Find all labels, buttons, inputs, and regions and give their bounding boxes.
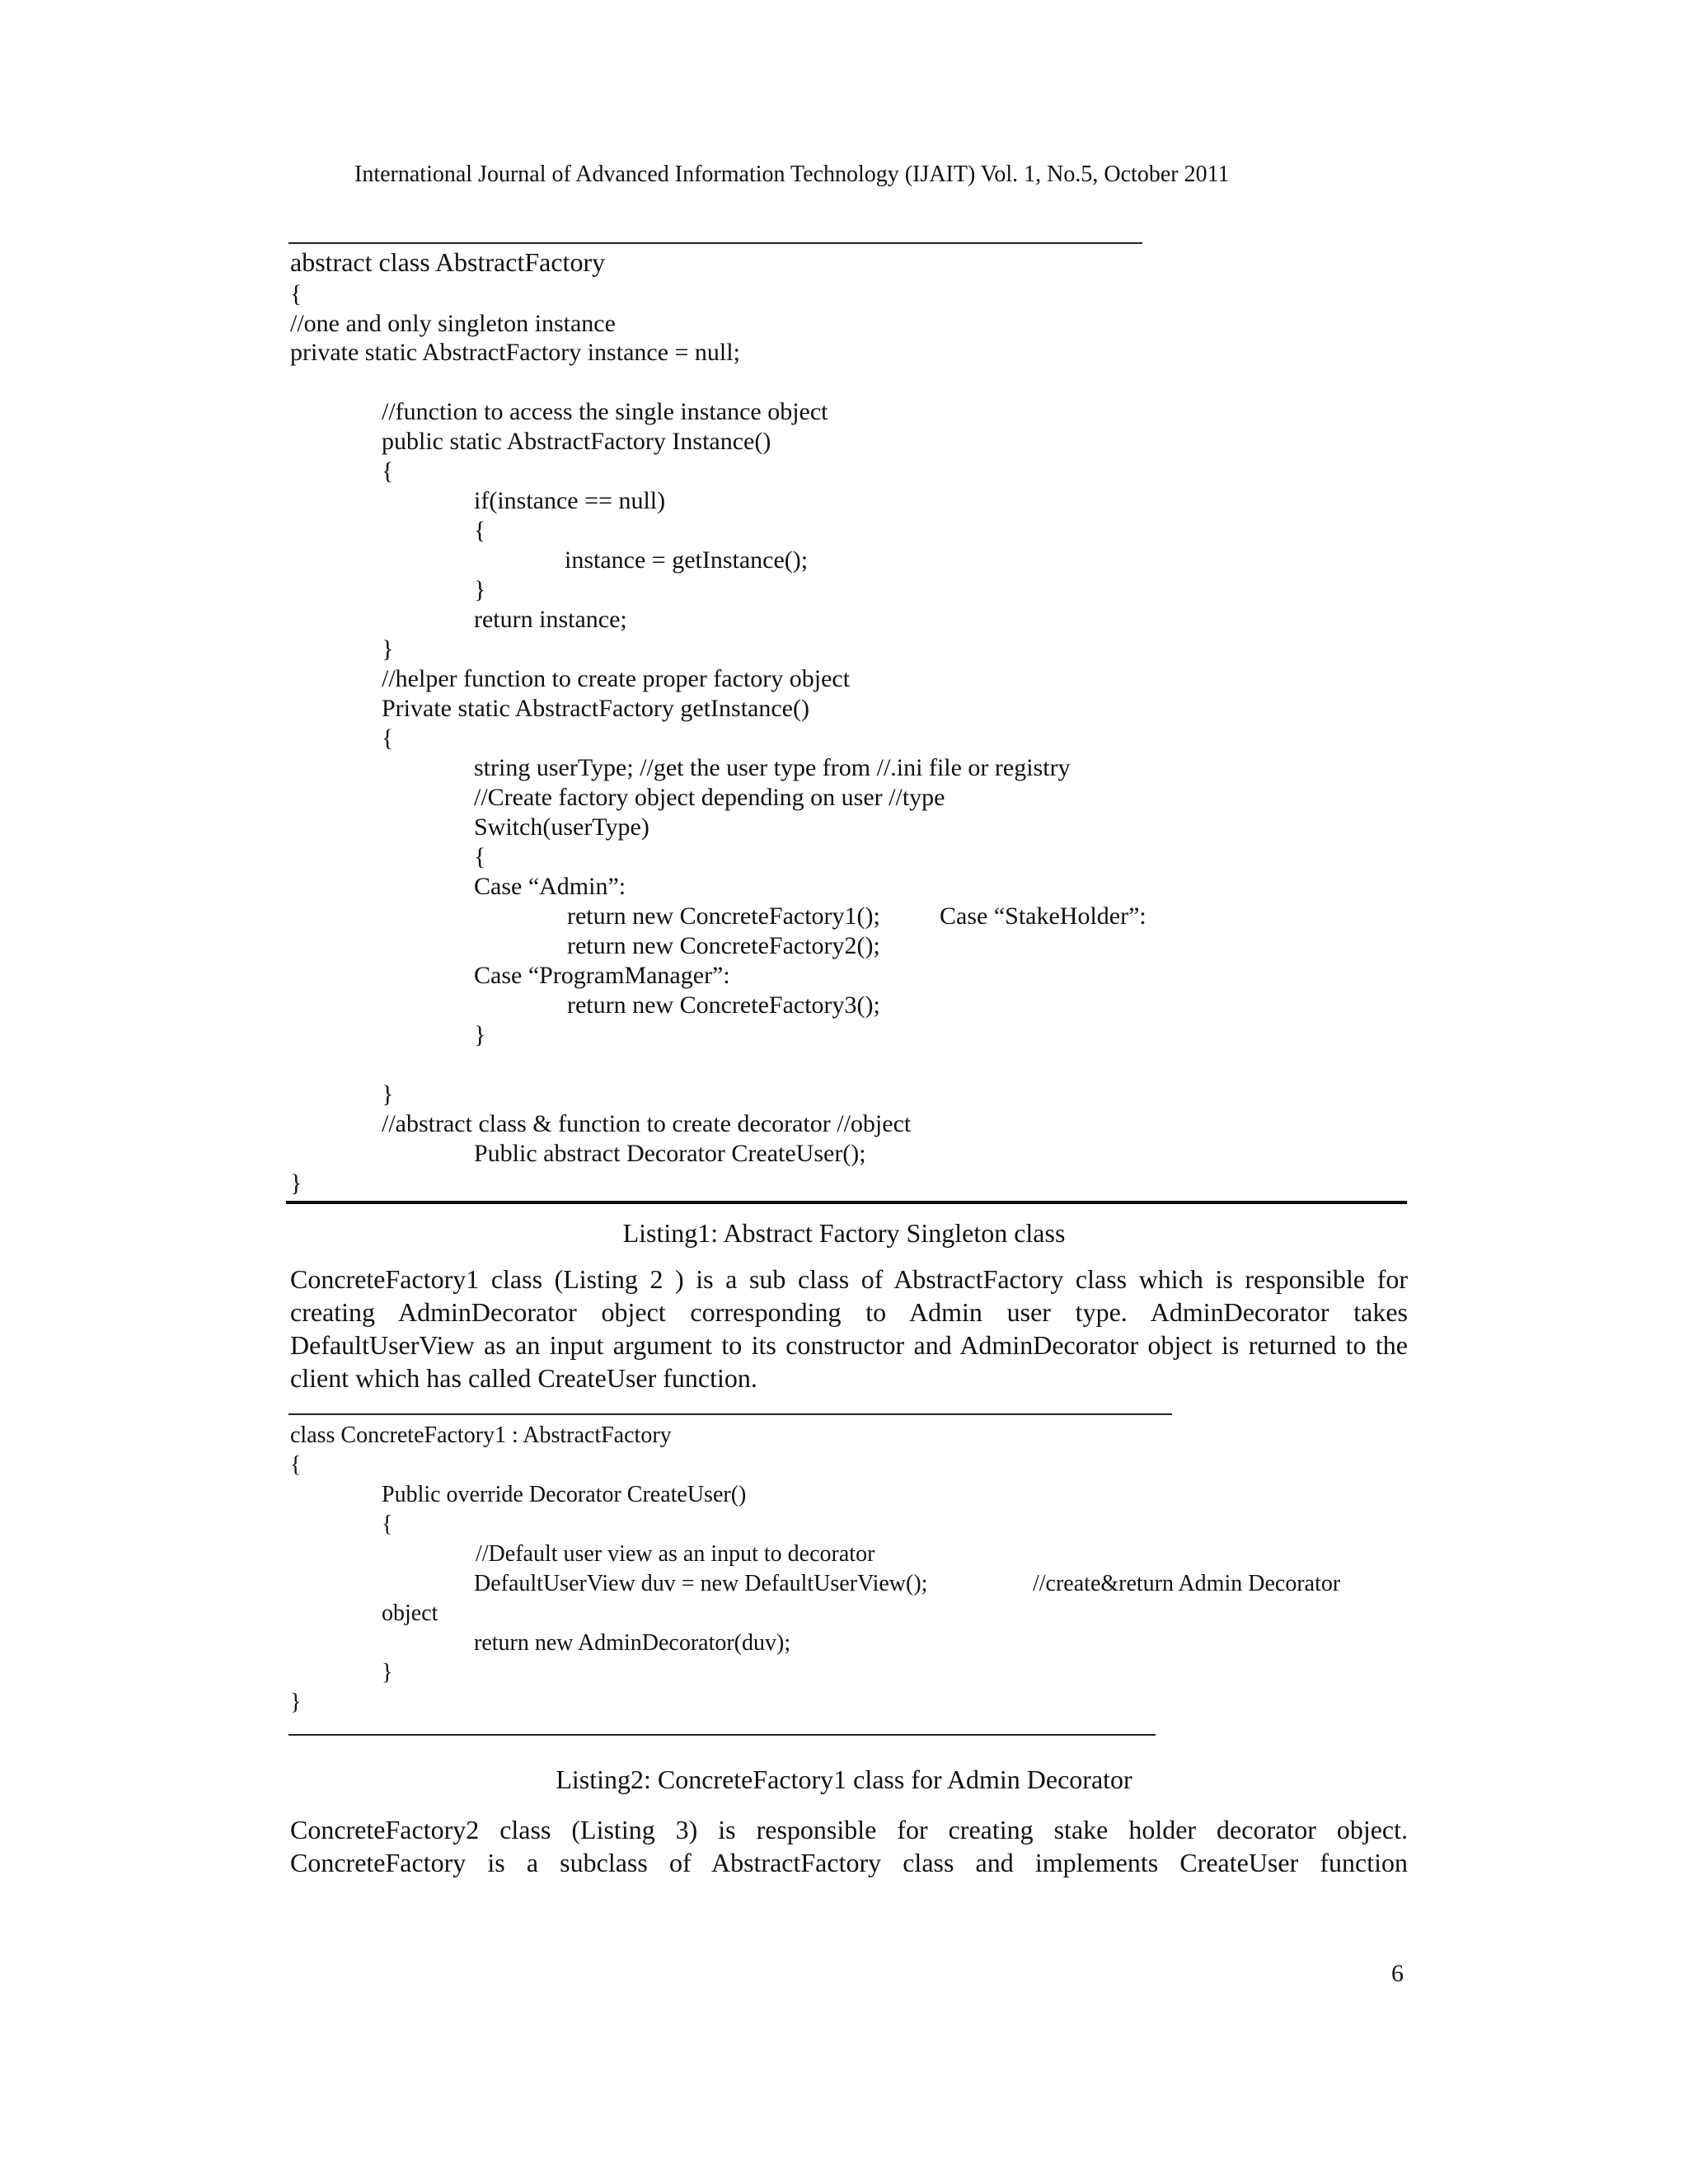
code-line: //helper function to create proper factory object [382, 665, 851, 692]
code-line: } [290, 1690, 302, 1715]
code-line: //Default user view as an input to decorator [476, 1541, 875, 1567]
listing2-top-rule [288, 1413, 1172, 1415]
code-line: object [382, 1601, 438, 1626]
code-line: { [382, 457, 394, 485]
running-header: International Journal of Advanced Information Technology (IJAIT) Vol. 1, No.5, October 2011 [354, 162, 1230, 187]
code-line: return new ConcreteFactory3(); [567, 991, 880, 1019]
code-line: //abstract class & function to create decorator //object [382, 1110, 912, 1137]
code-line: class ConcreteFactory1 : AbstractFactory [290, 1422, 672, 1448]
code-line: } [382, 635, 394, 663]
code-line: { [382, 724, 394, 752]
body-paragraph: ConcreteFactory1 class (Listing 2 ) is a sub class of AbstractFactory class which is responsible for creating AdminDecorator object corresponding to Admin user type. AdminDecorator takes DefaultUserView as an input argument to its constructor and AdminDecorator object is returned to the client which has called CreateUser function. [290, 1264, 1408, 1393]
code-line: Public override Decorator CreateUser() [382, 1482, 747, 1507]
code-line: { [474, 517, 486, 544]
code-line: Case “ProgramManager”: [474, 962, 730, 989]
code-line: } [382, 1660, 393, 1685]
code-line: } [290, 1169, 302, 1197]
code-line: private static AbstractFactory instance = null; [290, 339, 740, 366]
listing1-top-rule [288, 242, 1142, 244]
code-line: Case “StakeHolder”: [940, 902, 1146, 930]
code-line: DefaultUserView duv = new DefaultUserView(); [474, 1571, 928, 1596]
code-line: } [474, 576, 486, 603]
code-line: return new ConcreteFactory1(); [567, 902, 880, 930]
page-number: 6 [1391, 1960, 1404, 1987]
code-line: } [382, 1080, 394, 1108]
code-line: instance = getInstance(); [565, 546, 809, 574]
code-line: //function to access the single instance object [382, 398, 828, 425]
code-line: { [290, 1452, 302, 1478]
code-line: //Create factory object depending on user //type [474, 784, 945, 811]
body-paragraph: ConcreteFactory2 class (Listing 3) is responsible for creating stake holder decorator object. ConcreteFactory is a subclass of AbstractFactory class and implements CreateUser function [290, 1815, 1408, 1877]
code-line: Case “Admin”: [474, 873, 626, 900]
code-line: { [382, 1511, 393, 1537]
code-line: return new AdminDecorator(duv); [474, 1630, 791, 1656]
listing1-caption: Listing1: Abstract Factory Singleton class [622, 1218, 1066, 1248]
code-line: Switch(userType) [474, 813, 649, 841]
code-line: string userType; //get the user type from //.ini file or registry [474, 754, 1071, 781]
listing2-caption: Listing2: ConcreteFactory1 class for Admin Decorator [556, 1765, 1132, 1794]
listing1-bottom-rule [286, 1201, 1407, 1204]
code-line: public static AbstractFactory Instance() [382, 428, 771, 455]
listing2-bottom-rule [288, 1734, 1156, 1736]
code-line: Public abstract Decorator CreateUser(); [474, 1140, 866, 1167]
code-line: if(instance == null) [474, 487, 666, 514]
code-line: Private static AbstractFactory getInstance() [382, 695, 809, 722]
code-line: return new ConcreteFactory2(); [567, 932, 880, 959]
code-line: { [290, 280, 302, 307]
code-line: //create&return Admin Decorator [1033, 1571, 1341, 1596]
code-line: } [474, 1021, 486, 1048]
code-line: return instance; [474, 606, 627, 633]
code-line: abstract class AbstractFactory [290, 247, 606, 277]
code-line: { [474, 843, 486, 870]
code-line: //one and only singleton instance [290, 310, 616, 337]
